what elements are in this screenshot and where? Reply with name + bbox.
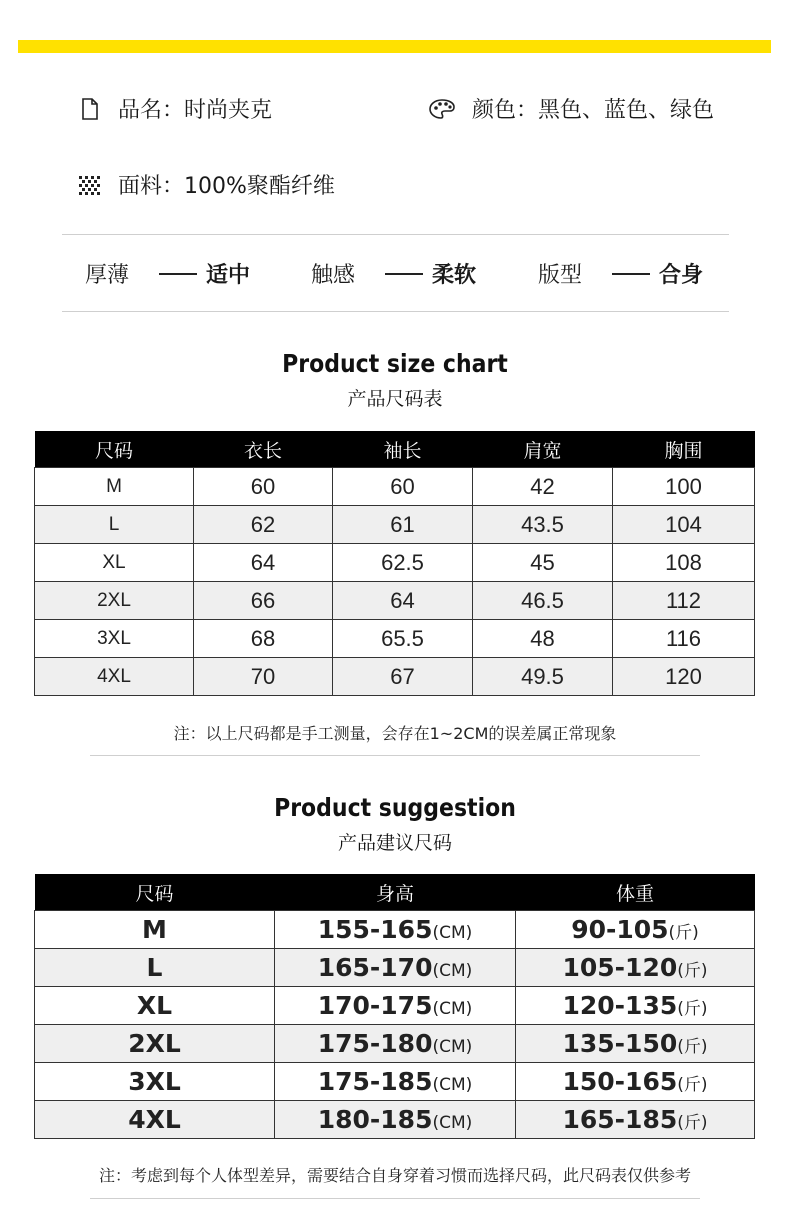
height-cell [275, 911, 516, 949]
table-cell: 67 [333, 658, 473, 696]
size-cell: XL [35, 987, 275, 1025]
height-cell [275, 987, 516, 1025]
height-value: 165-170 [317, 953, 433, 982]
height-unit: (CM) [432, 1075, 473, 1095]
table-cell: 68 [194, 620, 333, 658]
weight-unit: (斤) [677, 1037, 708, 1057]
table-cell: 108 [613, 544, 755, 582]
property-value: 适中 [206, 263, 251, 288]
table-cell: M [35, 468, 194, 506]
weight-value: 165-185 [562, 1105, 678, 1134]
property-touch [311, 258, 476, 289]
table-row [35, 1101, 755, 1139]
top-accent-bar [18, 40, 771, 53]
palette-icon [428, 97, 456, 121]
table-cell: 43.5 [473, 506, 613, 544]
divider [90, 755, 700, 756]
size-cell: 4XL [35, 1101, 275, 1139]
weight-value: 120-135 [562, 991, 678, 1020]
table-cell: 64 [194, 544, 333, 582]
weight-unit: (斤) [677, 1113, 708, 1133]
size-chart-title-en: Product size chart [282, 350, 508, 379]
dash [159, 273, 197, 275]
weight-value: 135-150 [562, 1029, 678, 1058]
size-chart-note: 注：以上尺码都是手工测量，会存在1~2CM的误差属正常现象 [173, 724, 617, 743]
divider [62, 311, 729, 312]
table-row [35, 582, 755, 620]
divider [90, 1198, 700, 1199]
table-cell: 45 [473, 544, 613, 582]
property-fit [538, 258, 703, 289]
weight-cell [516, 1063, 755, 1101]
fabric-row [78, 169, 335, 200]
table-row [35, 658, 755, 696]
table-cell: 3XL [35, 620, 194, 658]
height-value: 175-185 [317, 1067, 433, 1096]
column-header: 胸围 [613, 431, 755, 468]
table-cell: 65.5 [333, 620, 473, 658]
table-cell: 120 [613, 658, 755, 696]
suggestion-title-en: Product suggestion [274, 794, 516, 823]
weight-cell [516, 1101, 755, 1139]
product-name: 品名：时尚夹克 [118, 98, 273, 123]
height-value: 180-185 [317, 1105, 433, 1134]
weight-value: 105-120 [562, 953, 678, 982]
color-options: 颜色：黑色、蓝色、绿色 [472, 98, 715, 123]
height-unit: (CM) [432, 923, 473, 943]
fabric-composition: 面料：100%聚酯纤维 [118, 174, 335, 199]
height-unit: (CM) [432, 999, 473, 1019]
table-cell: 46.5 [473, 582, 613, 620]
weight-unit: (斤) [677, 1075, 708, 1095]
table-row [35, 620, 755, 658]
weight-unit: (斤) [677, 999, 708, 1019]
weight-cell [516, 911, 755, 949]
table-row [35, 1025, 755, 1063]
size-chart-table [34, 431, 755, 696]
height-cell [275, 1063, 516, 1101]
table-cell: 42 [473, 468, 613, 506]
property-thickness [85, 258, 250, 289]
column-header: 尺码 [35, 431, 194, 468]
weight-cell [516, 949, 755, 987]
weight-value: 150-165 [562, 1067, 678, 1096]
weight-value: 90-105 [571, 915, 669, 944]
dash [612, 273, 650, 275]
weight-unit: (斤) [668, 923, 699, 943]
table-cell: 62 [194, 506, 333, 544]
height-value: 155-165 [317, 915, 433, 944]
height-cell [275, 1101, 516, 1139]
height-unit: (CM) [432, 1113, 473, 1133]
table-cell: 62.5 [333, 544, 473, 582]
property-name: 触感 [311, 263, 356, 288]
suggestion-table [34, 874, 755, 1139]
height-cell [275, 949, 516, 987]
table-cell: 66 [194, 582, 333, 620]
table-row [35, 544, 755, 582]
product-name-row [78, 93, 272, 124]
height-unit: (CM) [432, 961, 473, 981]
color-row [428, 93, 714, 124]
table-row [35, 1063, 755, 1101]
dash [385, 273, 423, 275]
property-name: 厚薄 [85, 263, 130, 288]
suggestion-note: 注：考虑到每个人体型差异，需要结合自身穿着习惯而选择尺码，此尺码表仅供参考 [98, 1166, 691, 1185]
document-icon [78, 97, 102, 121]
table-header-row [35, 874, 755, 911]
property-value: 柔软 [432, 263, 477, 288]
table-cell: 64 [333, 582, 473, 620]
column-header: 袖长 [333, 431, 473, 468]
table-header-row [35, 431, 755, 468]
weight-cell [516, 987, 755, 1025]
suggestion-title-cn: 产品建议尺码 [337, 832, 452, 854]
size-cell: 3XL [35, 1063, 275, 1101]
column-header: 肩宽 [473, 431, 613, 468]
size-cell: L [35, 949, 275, 987]
table-cell: 61 [333, 506, 473, 544]
table-row [35, 987, 755, 1025]
height-value: 175-180 [317, 1029, 433, 1058]
size-cell: 2XL [35, 1025, 275, 1063]
height-unit: (CM) [432, 1037, 473, 1057]
divider [62, 234, 729, 235]
table-cell: 112 [613, 582, 755, 620]
table-cell: L [35, 506, 194, 544]
table-cell: 48 [473, 620, 613, 658]
table-row [35, 911, 755, 949]
table-cell: XL [35, 544, 194, 582]
table-cell: 2XL [35, 582, 194, 620]
property-name: 版型 [538, 263, 583, 288]
weight-unit: (斤) [677, 961, 708, 981]
column-header: 体重 [516, 874, 755, 911]
table-row [35, 506, 755, 544]
column-header: 尺码 [35, 874, 275, 911]
column-header: 衣长 [194, 431, 333, 468]
table-row [35, 949, 755, 987]
height-value: 170-175 [317, 991, 433, 1020]
property-value: 合身 [659, 263, 704, 288]
table-cell: 60 [194, 468, 333, 506]
table-row [35, 468, 755, 506]
size-chart-title-cn: 产品尺码表 [347, 388, 443, 410]
table-cell: 49.5 [473, 658, 613, 696]
column-header: 身高 [275, 874, 516, 911]
table-cell: 70 [194, 658, 333, 696]
size-cell: M [35, 911, 275, 949]
table-cell: 116 [613, 620, 755, 658]
height-cell [275, 1025, 516, 1063]
weight-cell [516, 1025, 755, 1063]
table-cell: 4XL [35, 658, 194, 696]
fabric-texture-icon [78, 173, 102, 197]
table-cell: 100 [613, 468, 755, 506]
table-cell: 104 [613, 506, 755, 544]
table-cell: 60 [333, 468, 473, 506]
